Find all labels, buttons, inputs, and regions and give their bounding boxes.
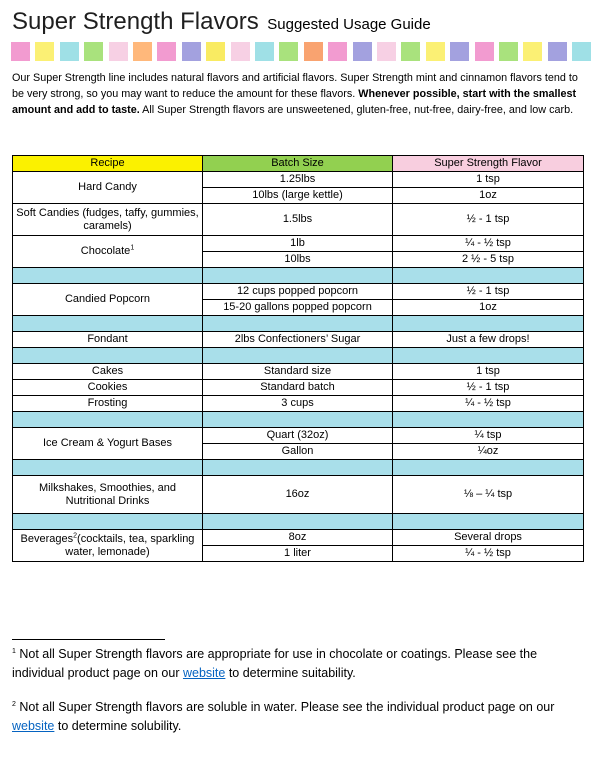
flavor-cell: ¼ - ½ tsp xyxy=(393,546,584,562)
flavor-cell: 1oz xyxy=(393,300,584,316)
header-batch-size: Batch Size xyxy=(203,156,393,172)
intro-tail-text: All Super Strength flavors are unsweetened, gluten-free, nut-free, dairy-free, and low carb. xyxy=(139,104,574,116)
footnote-2 xyxy=(12,698,582,736)
recipe-label: Chocolate xyxy=(80,245,131,257)
recipe-cell xyxy=(13,530,203,562)
table-row xyxy=(13,284,584,300)
flavor-cell: 1 tsp xyxy=(393,364,584,380)
color-swatch xyxy=(231,42,250,61)
flavor-cell: ½ - 1 tsp xyxy=(393,380,584,396)
separator-row xyxy=(13,268,584,284)
header-flavor: Super Strength Flavor xyxy=(393,156,584,172)
batch-cell: 10lbs xyxy=(203,252,393,268)
batch-cell: 1.25lbs xyxy=(203,172,393,188)
recipe-cell xyxy=(13,236,203,268)
separator-row xyxy=(13,348,584,364)
batch-cell: 1.5lbs xyxy=(203,204,393,236)
flavor-cell: Just a few drops! xyxy=(393,332,584,348)
color-swatch xyxy=(11,42,30,61)
flavor-cell: ⅛ – ¼ tsp xyxy=(393,476,584,514)
table-row xyxy=(13,396,584,412)
footnote-number: 1 xyxy=(12,647,16,655)
flavor-cell: 1oz xyxy=(393,188,584,204)
table-row xyxy=(13,172,584,188)
color-swatch xyxy=(35,42,54,61)
flavor-cell: 2 ½ - 5 tsp xyxy=(393,252,584,268)
footnote-divider xyxy=(12,639,165,640)
batch-cell: Quart (32oz) xyxy=(203,428,393,444)
intro-paragraph xyxy=(12,70,586,118)
flavor-cell: ¼ - ½ tsp xyxy=(393,396,584,412)
footnote-ref: 2 xyxy=(73,531,78,539)
table-row xyxy=(13,380,584,396)
color-swatch xyxy=(572,42,591,61)
color-swatch xyxy=(353,42,372,61)
recipe-cell: Soft Candies (fudges, taffy, gummies, caramels) xyxy=(13,204,203,236)
footnote-text: Not all Super Strength flavors are soluble in water. Please see the individual product page on our xyxy=(15,700,555,714)
color-swatch xyxy=(84,42,103,61)
table-row xyxy=(13,476,584,514)
color-swatch xyxy=(377,42,396,61)
batch-cell: 3 cups xyxy=(203,396,393,412)
color-swatch xyxy=(523,42,542,61)
color-swatch xyxy=(279,42,298,61)
color-swatch xyxy=(109,42,128,61)
recipe-label: Beverages xyxy=(20,532,74,545)
flavor-cell: ¼oz xyxy=(393,444,584,460)
batch-cell: 2lbs Confectioners’ Sugar xyxy=(203,332,393,348)
batch-cell: Gallon xyxy=(203,444,393,460)
page-title xyxy=(12,8,431,36)
batch-cell: 12 cups popped popcorn xyxy=(203,284,393,300)
title-subtitle: Suggested Usage Guide xyxy=(267,16,431,33)
recipe-cell: Milkshakes, Smoothies, and Nutritional Drinks xyxy=(13,476,203,514)
table-row xyxy=(13,236,584,252)
separator-row xyxy=(13,412,584,428)
batch-cell: 15-20 gallons popped popcorn xyxy=(203,300,393,316)
color-swatch xyxy=(60,42,79,61)
website-link[interactable]: website xyxy=(12,719,55,733)
batch-cell: Standard size xyxy=(203,364,393,380)
color-swatch xyxy=(475,42,494,61)
footnote-ref: 1 xyxy=(130,244,135,252)
color-swatch xyxy=(450,42,469,61)
color-swatch xyxy=(182,42,201,61)
flavor-cell: ¼ tsp xyxy=(393,428,584,444)
batch-cell: 16oz xyxy=(203,476,393,514)
header-recipe: Recipe xyxy=(13,156,203,172)
title-main: Super Strength Flavors xyxy=(12,8,259,35)
batch-cell: 1lb xyxy=(203,236,393,252)
separator-row xyxy=(13,514,584,530)
table-row xyxy=(13,428,584,444)
separator-row xyxy=(13,316,584,332)
recipe-cell: Cakes xyxy=(13,364,203,380)
color-swatch xyxy=(255,42,274,61)
flavor-cell: Several drops xyxy=(393,530,584,546)
recipe-label-detail: (cocktails, tea, sparkling water, lemonade) xyxy=(65,532,195,558)
color-swatch xyxy=(206,42,225,61)
color-swatch xyxy=(304,42,323,61)
table-header-row xyxy=(13,156,584,172)
footnote-text-end: to determine solubility. xyxy=(54,719,182,733)
table-row xyxy=(13,364,584,380)
recipe-cell: Ice Cream & Yogurt Bases xyxy=(13,428,203,460)
flavor-cell: ¼ - ½ tsp xyxy=(393,236,584,252)
recipe-cell: Fondant xyxy=(13,332,203,348)
color-swatch xyxy=(401,42,420,61)
recipe-cell: Hard Candy xyxy=(13,172,203,204)
recipe-cell: Cookies xyxy=(13,380,203,396)
color-swatch xyxy=(426,42,445,61)
usage-table xyxy=(12,155,584,562)
color-swatch xyxy=(499,42,518,61)
intro-text: Our Super Strength line includes natural flavors and artificial flavors. Super Strength mint and cinnamon flavors tend to be very strong, so you may want to reduce the amount for these flavors. xyxy=(12,72,578,100)
batch-cell: 10lbs (large kettle) xyxy=(203,188,393,204)
flavor-cell: ½ - 1 tsp xyxy=(393,284,584,300)
batch-cell: 8oz xyxy=(203,530,393,546)
table-row xyxy=(13,204,584,236)
footnote-text: Not all Super Strength flavors are appropriate for use in chocolate or coatings. Please see the individual product page on our xyxy=(12,647,538,680)
color-swatch xyxy=(328,42,347,61)
color-swatch xyxy=(548,42,567,61)
table-row xyxy=(13,332,584,348)
batch-cell: Standard batch xyxy=(203,380,393,396)
batch-cell: 1 liter xyxy=(203,546,393,562)
recipe-cell: Candied Popcorn xyxy=(13,284,203,316)
website-link[interactable]: website xyxy=(182,666,226,680)
footnote-1 xyxy=(12,645,582,683)
footnote-text-end: to determine suitability. xyxy=(225,666,356,680)
flavor-cell: ½ - 1 tsp xyxy=(393,204,584,236)
table-row xyxy=(13,530,584,546)
footnote-number: 2 xyxy=(12,700,16,708)
flavor-cell: 1 tsp xyxy=(393,172,584,188)
separator-row xyxy=(13,460,584,476)
intro-bold-text: Whenever possible, start with the smallest amount and add to taste. xyxy=(12,88,577,116)
recipe-cell: Frosting xyxy=(13,396,203,412)
color-swatch xyxy=(133,42,152,61)
color-swatch xyxy=(157,42,176,61)
